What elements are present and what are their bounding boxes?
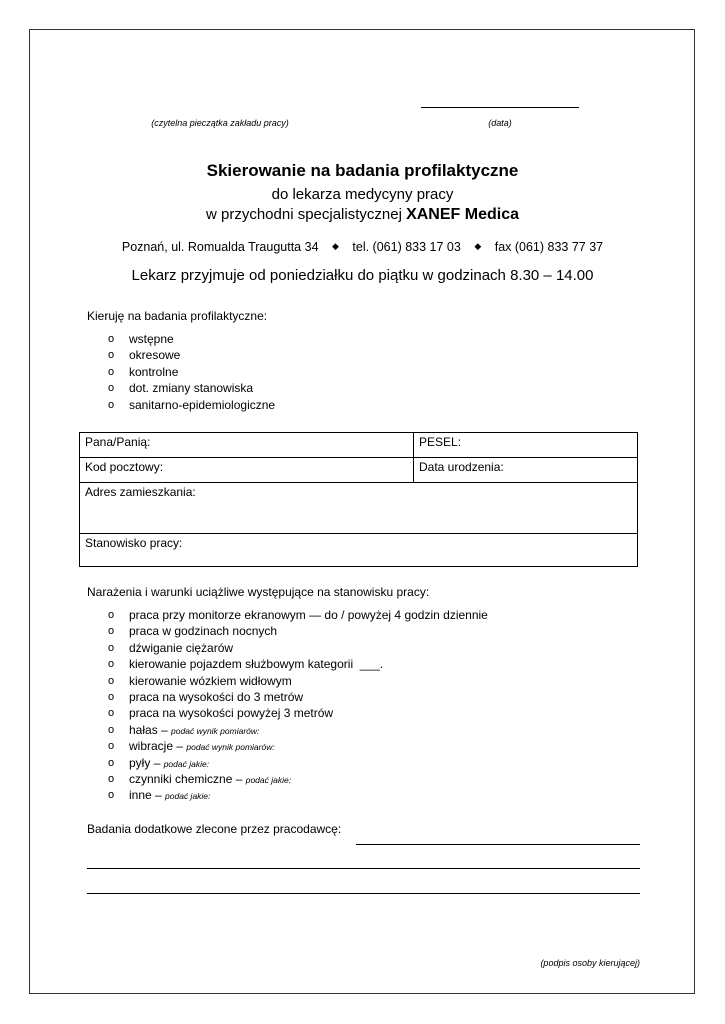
hazard-item[interactable] — [108, 640, 488, 656]
circle-bullet-icon: o — [108, 723, 115, 736]
circle-bullet-icon: o — [108, 398, 115, 411]
circle-bullet-icon: o — [108, 756, 115, 769]
position-field[interactable]: Stanowisko pracy: — [80, 534, 638, 567]
stamp-caption: (czytelna pieczątka zakładu pracy) — [151, 118, 289, 128]
clinic-name: XANEF Medica — [406, 206, 519, 223]
additional-exams-line[interactable] — [356, 844, 640, 845]
circle-bullet-icon: o — [108, 707, 115, 720]
hazard-item[interactable] — [108, 771, 488, 787]
employee-form — [79, 432, 638, 567]
circle-bullet-icon: o — [108, 674, 115, 687]
clinic-fax: fax (061) 833 77 37 — [494, 240, 604, 254]
clinic-phone: tel. (061) 833 17 03 — [352, 240, 461, 254]
circle-bullet-icon: o — [108, 609, 115, 621]
date-caption: (data) — [488, 118, 512, 128]
exam-type-label: okresowe — [129, 348, 181, 363]
circle-bullet-icon: o — [108, 349, 115, 362]
birth-date-field[interactable]: Data urodzenia: — [414, 458, 638, 483]
circle-bullet-icon: o — [108, 658, 115, 671]
hazards-list — [108, 607, 488, 804]
pesel-field[interactable]: PESEL: — [414, 433, 638, 458]
hazard-label: praca w godzinach nocnych — [129, 624, 278, 639]
hazard-item[interactable] — [108, 705, 488, 721]
exam-types-list — [108, 331, 275, 413]
exam-type-label: kontrolne — [129, 364, 179, 379]
exam-type-item[interactable] — [108, 347, 275, 363]
circle-bullet-icon: o — [108, 690, 115, 703]
circle-bullet-icon: o — [108, 740, 115, 753]
hazard-note: podać wynik pomiarów: — [186, 742, 275, 753]
hazard-item[interactable] — [108, 623, 488, 639]
hazard-note: podać jakie: — [165, 791, 211, 802]
document-title: Skierowanie na badania profilaktyczne — [206, 161, 519, 180]
circle-bullet-icon: o — [108, 641, 115, 654]
hazard-item[interactable] — [108, 787, 488, 803]
address-field[interactable]: Adres zamieszkania: — [80, 483, 638, 534]
office-hours: Lekarz przyjmuje od poniedziałku do piątku w godzinach 8.30 – 14.00 — [131, 267, 594, 284]
hazard-label: praca na wysokości do 3 metrów — [129, 689, 304, 704]
signature-caption: (podpis osoby kierującej) — [540, 958, 640, 968]
exam-type-label: wstępne — [129, 332, 174, 346]
circle-bullet-icon: o — [108, 789, 115, 802]
hazard-label: pyły – — [129, 755, 164, 770]
exam-type-item[interactable] — [108, 380, 275, 396]
hazard-label: praca na wysokości powyżej 3 metrów — [129, 706, 334, 721]
diamond-separator-icon: ◆ — [474, 241, 482, 251]
subtitle-clinic — [0, 206, 725, 224]
hazard-label: czynniki chemiczne – — [129, 771, 246, 786]
exam-type-item[interactable] — [108, 397, 275, 413]
additional-exams-label: Badania dodatkowe zlecone przez pracodawcę: — [87, 822, 342, 836]
name-field[interactable]: Pana/Panią: — [80, 433, 414, 458]
exam-type-item[interactable] — [108, 331, 275, 347]
hazard-label: wibracje – — [129, 739, 187, 754]
hazard-label: kierowanie wózkiem widłowym — [129, 673, 292, 688]
date-line — [421, 107, 579, 108]
subtitle-doctor: do lekarza medycyny pracy — [271, 186, 454, 203]
hazard-label: kierowanie pojazdem służbowym kategorii ___. — [129, 657, 384, 672]
exam-type-item[interactable] — [108, 364, 275, 380]
additional-exams-line[interactable] — [87, 893, 640, 894]
postal-code-field[interactable]: Kod pocztowy: — [80, 458, 414, 483]
hazard-label: praca przy monitorze ekranowym — do / powyżej 4 godzin dziennie — [129, 608, 488, 622]
hazard-item[interactable] — [108, 673, 488, 689]
hazard-item[interactable] — [108, 607, 488, 623]
hazard-note: podać wynik pomiarów: — [171, 725, 260, 736]
hazard-label: hałas – — [129, 722, 172, 737]
contact-line — [0, 240, 725, 254]
clinic-address: Poznań, ul. Romualda Traugutta 34 — [121, 240, 319, 254]
hazard-label: inne – — [129, 788, 166, 803]
exam-type-label: sanitarno-epidemiologiczne — [129, 397, 276, 412]
circle-bullet-icon: o — [108, 772, 115, 785]
hazard-item[interactable] — [108, 722, 488, 738]
hazards-label: Narażenia i warunki uciążliwe występujące na stanowisku pracy: — [87, 585, 430, 599]
hazard-label: dźwiganie ciężarów — [129, 640, 234, 655]
exam-types-label: Kieruję na badania profilaktyczne: — [87, 309, 268, 323]
circle-bullet-icon: o — [108, 625, 115, 638]
circle-bullet-icon: o — [108, 333, 115, 345]
circle-bullet-icon: o — [108, 382, 115, 395]
additional-exams-line[interactable] — [87, 868, 640, 869]
hazard-item[interactable] — [108, 689, 488, 705]
clinic-prefix: w przychodni specjalistycznej — [205, 206, 402, 223]
hazard-item[interactable] — [108, 656, 488, 672]
hazard-item[interactable] — [108, 755, 488, 771]
hazard-item[interactable] — [108, 738, 488, 754]
circle-bullet-icon: o — [108, 365, 115, 378]
diamond-separator-icon: ◆ — [332, 241, 339, 251]
hazard-note: podać jakie: — [163, 758, 210, 769]
exam-type-label: dot. zmiany stanowiska — [129, 381, 254, 396]
hazard-note: podać jakie: — [245, 774, 292, 785]
